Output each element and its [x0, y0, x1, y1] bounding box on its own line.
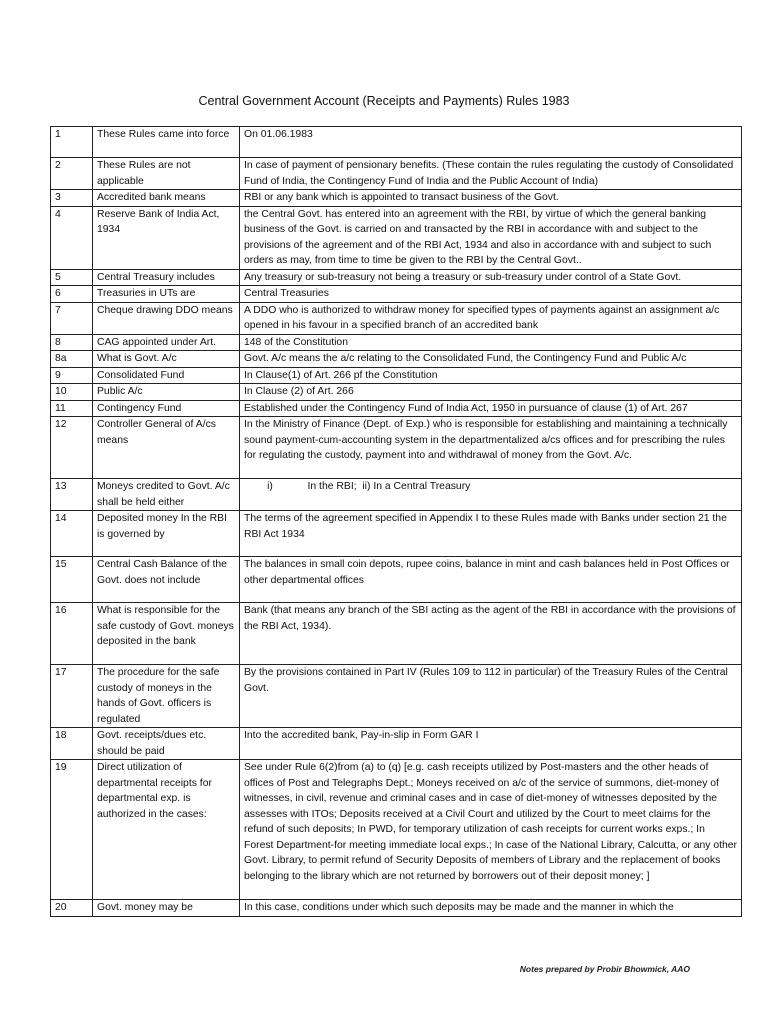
rule-number: 1 — [51, 127, 93, 158]
rule-number: 9 — [51, 367, 93, 384]
table-row — [51, 900, 742, 917]
rule-description: RBI or any bank which is appointed to transact business of the Govt. — [240, 190, 742, 207]
table-row — [51, 206, 742, 269]
rule-topic: What is responsible for the safe custody of Govt. moneys deposited in the bank — [93, 603, 240, 665]
table-row — [51, 728, 742, 760]
rule-topic: Deposited money In the RBI is governed by — [93, 511, 240, 557]
table-row — [51, 158, 742, 190]
rule-topic: Accredited bank means — [93, 190, 240, 207]
rule-number: 15 — [51, 557, 93, 603]
rule-topic: Central Treasury includes — [93, 269, 240, 286]
rule-description: i) In the RBI; ii) In a Central Treasury — [240, 479, 742, 511]
rules-table-body — [51, 127, 742, 917]
table-row — [51, 302, 742, 334]
rule-topic: These Rules are not applicable — [93, 158, 240, 190]
table-row — [51, 511, 742, 557]
rule-topic: Consolidated Fund — [93, 367, 240, 384]
table-row — [51, 479, 742, 511]
rule-description: The terms of the agreement specified in Appendix I to these Rules made with Banks under section 21 the RBI Act 1934 — [240, 511, 742, 557]
table-row — [51, 603, 742, 665]
rule-number: 11 — [51, 400, 93, 417]
rule-number: 12 — [51, 417, 93, 479]
rule-description: In Clause(1) of Art. 266 pf the Constitution — [240, 367, 742, 384]
rule-topic: Contingency Fund — [93, 400, 240, 417]
rule-topic: These Rules came into force — [93, 127, 240, 158]
rule-topic: Central Cash Balance of the Govt. does not include — [93, 557, 240, 603]
rule-description: The balances in small coin depots, rupee coins, balance in mint and cash balances held in Post Offices or other departmental offices — [240, 557, 742, 603]
rule-number: 8a — [51, 351, 93, 368]
rule-description: In the Ministry of Finance (Dept. of Exp.) who is responsible for establishing and maintaining a technically sound payment-cum-accounting system in the departmentalized a/cs offices and for prescribing the rules for regulating the custody, payment into and withdrawal of money from the Govt. A/c. — [240, 417, 742, 479]
rule-number: 10 — [51, 384, 93, 401]
rule-description: A DDO who is authorized to withdraw money for specified types of payments against an assignment a/c opened in his favour in a specified branch of an accredited bank — [240, 302, 742, 334]
rule-description: Govt. A/c means the a/c relating to the Consolidated Fund, the Contingency Fund and Public A/c — [240, 351, 742, 368]
table-row — [51, 417, 742, 479]
rule-topic: Moneys credited to Govt. A/c shall be held either — [93, 479, 240, 511]
rule-number: 8 — [51, 334, 93, 351]
rule-number: 16 — [51, 603, 93, 665]
rule-number: 7 — [51, 302, 93, 334]
rule-number: 14 — [51, 511, 93, 557]
rule-topic: What is Govt. A/c — [93, 351, 240, 368]
table-row — [51, 190, 742, 207]
rule-topic: CAG appointed under Art. — [93, 334, 240, 351]
rule-topic: Govt. receipts/dues etc. should be paid — [93, 728, 240, 760]
rule-topic: Govt. money may be — [93, 900, 240, 917]
rule-description: Into the accredited bank, Pay-in-slip in Form GAR I — [240, 728, 742, 760]
rule-description: On 01.06.1983 — [240, 127, 742, 158]
rule-number: 13 — [51, 479, 93, 511]
table-row — [51, 665, 742, 728]
rule-number: 3 — [51, 190, 93, 207]
rule-description: Any treasury or sub-treasury not being a treasury or sub-treasury under control of a State Govt. — [240, 269, 742, 286]
table-row — [51, 127, 742, 158]
rule-number: 18 — [51, 728, 93, 760]
table-row — [51, 557, 742, 603]
rule-description: In Clause (2) of Art. 266 — [240, 384, 742, 401]
rule-description: In this case, conditions under which such deposits may be made and the manner in which the — [240, 900, 742, 917]
rule-number: 20 — [51, 900, 93, 917]
rule-topic: Public A/c — [93, 384, 240, 401]
table-row — [51, 400, 742, 417]
rule-number: 19 — [51, 760, 93, 900]
table-row — [51, 351, 742, 368]
rule-topic: Treasuries in UTs are — [93, 286, 240, 303]
table-row — [51, 334, 742, 351]
rule-description: In case of payment of pensionary benefits. (These contain the rules regulating the custody of Consolidated Fund of India, the Contingency Fund of India and the Public Account of India) — [240, 158, 742, 190]
footer-note: Notes prepared by Probir Bhowmick, AAO — [519, 964, 690, 974]
rule-description: 148 of the Constitution — [240, 334, 742, 351]
rules-table — [50, 126, 742, 917]
rule-number: 5 — [51, 269, 93, 286]
rule-description: Established under the Contingency Fund of India Act, 1950 in pursuance of clause (1) of Art. 267 — [240, 400, 742, 417]
table-row — [51, 367, 742, 384]
rule-description: Bank (that means any branch of the SBI acting as the agent of the RBI in accordance with the provisions of the RBI Act, 1934). — [240, 603, 742, 665]
rule-number: 17 — [51, 665, 93, 728]
rule-topic: Reserve Bank of India Act, 1934 — [93, 206, 240, 269]
table-row — [51, 286, 742, 303]
page-title: Central Government Account (Receipts and Payments) Rules 1983 — [198, 94, 570, 108]
rule-description: the Central Govt. has entered into an agreement with the RBI, by virtue of which the general banking business of the Govt. is carried on and transacted by the RBI in accordance with and subject to the provisions of the agreement and of the RBI Act, 1934 and also in accordance with and subject to such orders as may, from time to time be given to the RBI by the Central Govt.. — [240, 206, 742, 269]
rule-number: 4 — [51, 206, 93, 269]
rule-topic: The procedure for the safe custody of moneys in the hands of Govt. officers is regulated — [93, 665, 240, 728]
rule-topic: Direct utilization of departmental receipts for departmental exp. is authorized in the cases: — [93, 760, 240, 900]
rule-number: 6 — [51, 286, 93, 303]
rule-topic: Controller General of A/cs means — [93, 417, 240, 479]
table-row — [51, 269, 742, 286]
table-row — [51, 384, 742, 401]
rule-description: See under Rule 6(2)from (a) to (q) [e.g. cash receipts utilized by Post-masters and the other heads of offices of Post and Telegraphs Dept.; Moneys received on a/c of the service of summons, diet-money of witnesses, in civil, revenue and criminal cases and in case of diet-money of witnesses deposited by the assesses with ITOs; Deposits received at a Civil Court and utilized by the Court to meet claims for the refund of such deposits; In PWD, for temporary utilization of cash receipts for current works exps.; In Forest Department-for meeting immediate local exps.; In case of the National Library, Calcutta, or any other Govt. Library, to permit refund of Security Deposits of members of Library and the replacement of books belonging to the library which are not returned by borrowers out of their deposit money; ] — [240, 760, 742, 900]
rule-description: Central Treasuries — [240, 286, 742, 303]
rule-topic: Cheque drawing DDO means — [93, 302, 240, 334]
rule-number: 2 — [51, 158, 93, 190]
rule-description: By the provisions contained in Part IV (Rules 109 to 112 in particular) of the Treasury Rules of the Central Govt. — [240, 665, 742, 728]
table-row — [51, 760, 742, 900]
